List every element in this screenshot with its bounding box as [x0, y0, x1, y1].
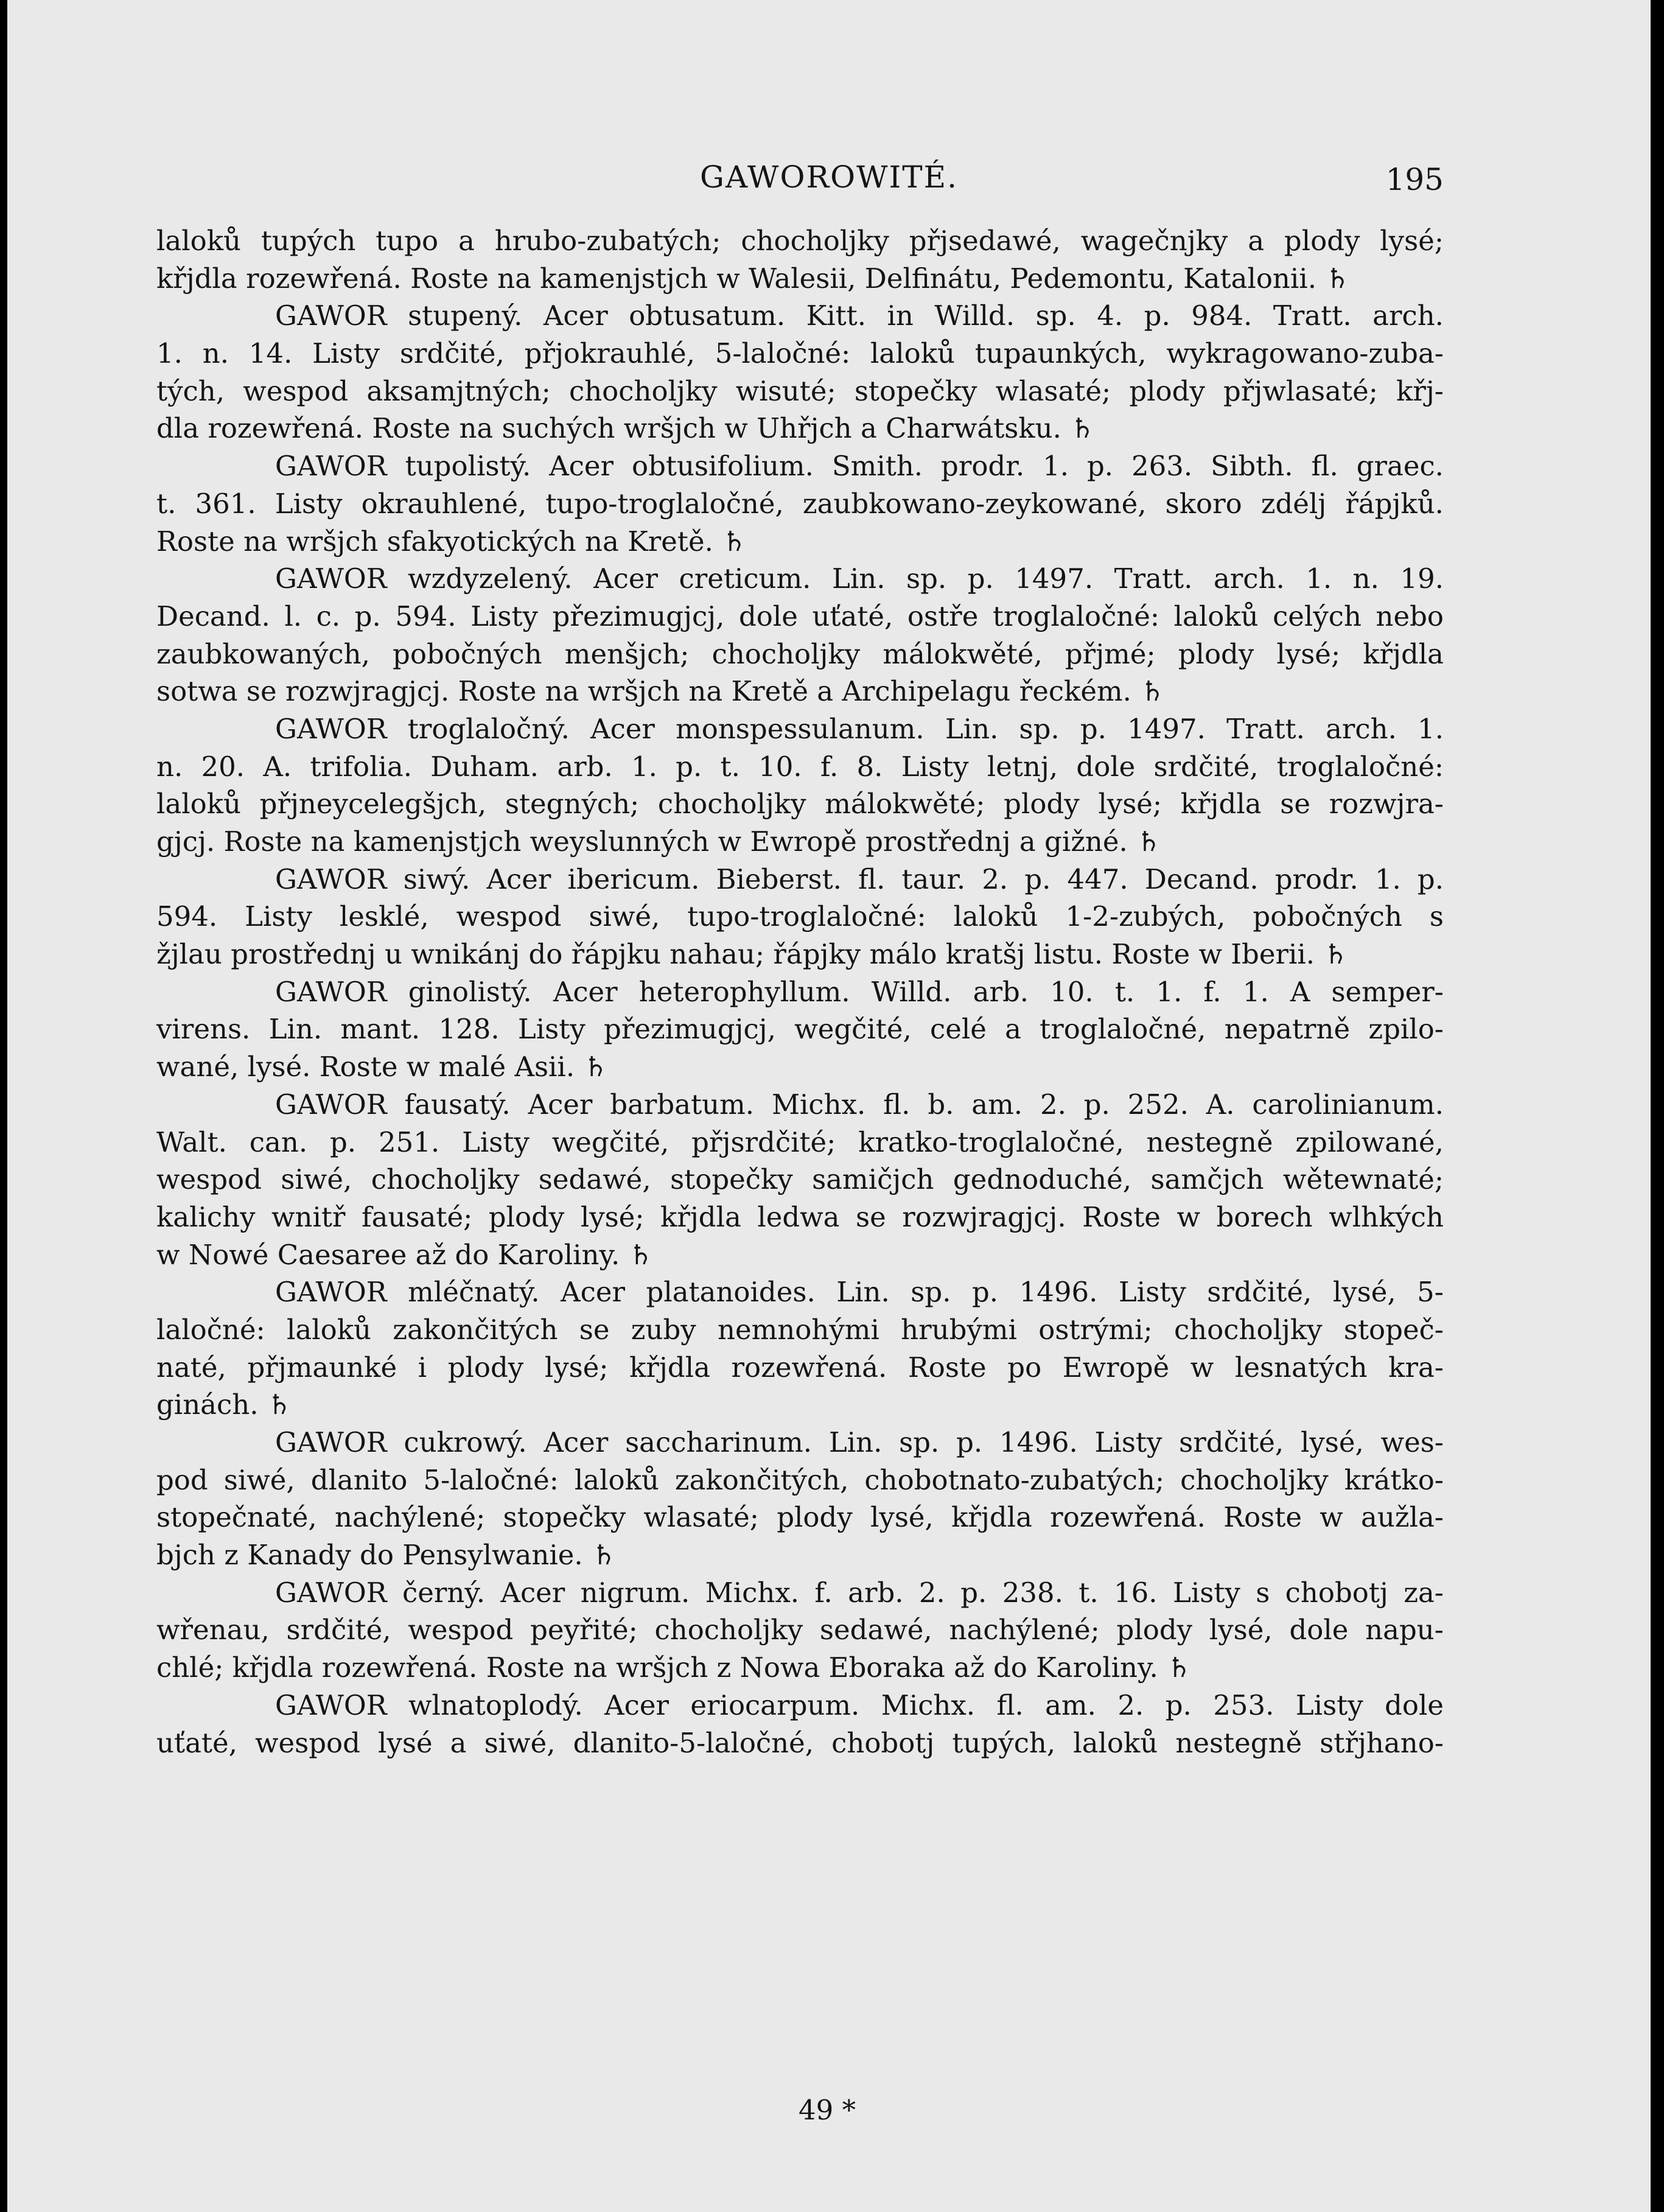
text-line: GAWOR cukrowý. Acer saccharinum. Lin. sp. p. 1496. Listy srdčité, lysé, wes- — [275, 1426, 1444, 1458]
text-line: wané, lysé. Roste w malé Asii. ♄ — [156, 1051, 608, 1083]
text-line: pod siwé, dlanito 5-laločné: laloků zakončitých, chobotnato-zubatých; chocholjky krátko- — [156, 1463, 1444, 1496]
text-line: laloků tupých tupo a hrubo-zubatých; chocholjky přjsedawé, wagečnjky a plody lysé; — [156, 225, 1444, 257]
text-line: GAWOR wlnatoplodý. Acer eriocarpum. Michx. fl. am. 2. p. 253. Listy dole — [275, 1689, 1444, 1721]
text-line: GAWOR tupolistý. Acer obtusifolium. Smith. prodr. 1. p. 263. Sibth. fl. graec. — [275, 450, 1444, 483]
text-line: GAWOR mléčnatý. Acer platanoides. Lin. sp. p. 1496. Listy srdčité, lysé, 5- — [275, 1276, 1444, 1309]
text-line: GAWOR ginolistý. Acer heterophyllum. Willd. arb. 10. t. 1. f. 1. A semper- — [275, 975, 1444, 1008]
text-line: Walt. can. p. 251. Listy wegčité, přjsrdčité; kratko-troglaločné, nestegně zpilowané, — [156, 1125, 1444, 1158]
text-line: žjlau prostřednj u wnikánj do řápjku nahau; řápjky málo kratšj listu. Roste w Iberii. ♄ — [156, 938, 1348, 971]
text-line: naté, přjmaunké i plody lysé; křjdla rozewřená. Roste po Ewropě w lesnatých kra- — [156, 1351, 1444, 1384]
text-line: stopečnaté, nachýlené; stopečky wlasaté; plody lysé, křjdla rozewřená. Roste w aužla- — [156, 1501, 1444, 1534]
text-line: kalichy wnitř fausaté; plody lysé; křjdla ledwa se rozwjragjcj. Roste w borech wlhkých — [156, 1200, 1444, 1233]
text-line: zaubkowaných, pobočných menšjch; chocholjky málokwěté, přjmé; plody lysé; křjdla — [156, 637, 1444, 670]
text-line: tých, wespod aksamjtných; chocholjky wisuté; stopečky wlasaté; plody přjwlasaté; křj- — [156, 374, 1444, 407]
text-line: chlé; křjdla rozewřená. Roste na wršjch z Nowa Eboraka až do Karoliny. ♄ — [156, 1651, 1192, 1684]
text-line: n. 20. A. trifolia. Duham. arb. 1. p. t. 10. f. 8. Listy letnj, dole srdčité, troglaločné: — [156, 750, 1444, 783]
text-line: bjch z Kanady do Pensylwanie. ♄ — [156, 1539, 617, 1572]
text-line: ginách. ♄ — [156, 1388, 292, 1421]
text-line: w Nowé Caesaree až do Karoliny. ♄ — [156, 1238, 653, 1271]
text-line: GAWOR troglaločný. Acer monspessulanum. Lin. sp. p. 1497. Tratt. arch. 1. — [275, 712, 1444, 745]
text-line: uťaté, wespod lysé a siwé, dlanito-5-laločné, chobotj tupých, laloků nestegně střjhano- — [156, 1726, 1444, 1759]
text-line: sotwa se rozwjragjcj. Roste na wršjch na Kretě a Archipelagu řeckém. ♄ — [156, 675, 1165, 708]
text-line: 1. n. 14. Listy srdčité, přjokrauhlé, 5-laločné: laloků tupaunkých, wykragowano-zuba- — [156, 337, 1444, 370]
text-line: GAWOR siwý. Acer ibericum. Bieberst. fl. taur. 2. p. 447. Decand. prodr. 1. p. — [275, 863, 1444, 895]
text-line: křjdla rozewřená. Roste na kamenjstjch w Walesii, Delfinátu, Pedemontu, Katalonii. ♄ — [156, 262, 1350, 295]
text-line: GAWOR fausatý. Acer barbatum. Michx. fl. b. am. 2. p. 252. A. carolinianum. — [275, 1088, 1444, 1121]
running-title: GAWOROWITÉ. — [700, 159, 958, 195]
text-line: GAWOR stupený. Acer obtusatum. Kitt. in Willd. sp. 4. p. 984. Tratt. arch. — [275, 299, 1444, 332]
text-line: GAWOR černý. Acer nigrum. Michx. f. arb. 2. p. 238. t. 16. Listy s chobotj za- — [275, 1576, 1444, 1609]
text-line: gjcj. Roste na kamenjstjch weyslunných w Ewropě prostřednj a gižné. ♄ — [156, 825, 1161, 858]
text-line: GAWOR wzdyzelený. Acer creticum. Lin. sp. p. 1497. Tratt. arch. 1. n. 19. — [275, 562, 1444, 595]
text-line: wřenau, srdčité, wespod peyřité; chocholjky sedawé, nachýlené; plody lysé, dole napu- — [156, 1614, 1444, 1647]
text-line: laločné: laloků zakončitých se zuby nemnohými hrubými ostrými; chocholjky stopeč- — [156, 1313, 1444, 1346]
page-number: 195 — [1385, 162, 1444, 197]
text-line: 594. Listy lesklé, wespod siwé, tupo-troglaločné: laloků 1-2-zubých, pobočných s — [156, 900, 1444, 933]
page-header — [7, 159, 1651, 214]
text-line: wespod siwé, chocholjky sedawé, stopečky samičjch gednoduché, samčjch wětewnaté; — [156, 1163, 1444, 1196]
text-line: virens. Lin. mant. 128. Listy přezimugjcj, wegčité, celé a troglaločné, nepatrně zpilo- — [156, 1013, 1444, 1046]
text-line: Decand. l. c. p. 594. Listy přezimugjcj, dole uťaté, ostře troglaločné: laloků celých nebo — [156, 600, 1444, 632]
text-body — [156, 222, 1444, 1762]
scanned-page — [7, 0, 1651, 2212]
signature-mark: 49 * — [799, 2094, 856, 2126]
text-line: t. 361. Listy okrauhlené, tupo-troglaločné, zaubkowano-zeykowané, skoro zdélj řápjků. — [156, 487, 1444, 520]
text-line: Roste na wršjch sfakyotických na Kretě. ♄ — [156, 525, 747, 558]
text-line: dla rozewřená. Roste na suchých wršjch w Uhřjch a Charwátsku. ♄ — [156, 412, 1095, 445]
text-line: laloků přjneycelegšjch, stegných; chocholjky málokwěté; plody lysé; křjdla se rozwjra- — [156, 788, 1444, 821]
